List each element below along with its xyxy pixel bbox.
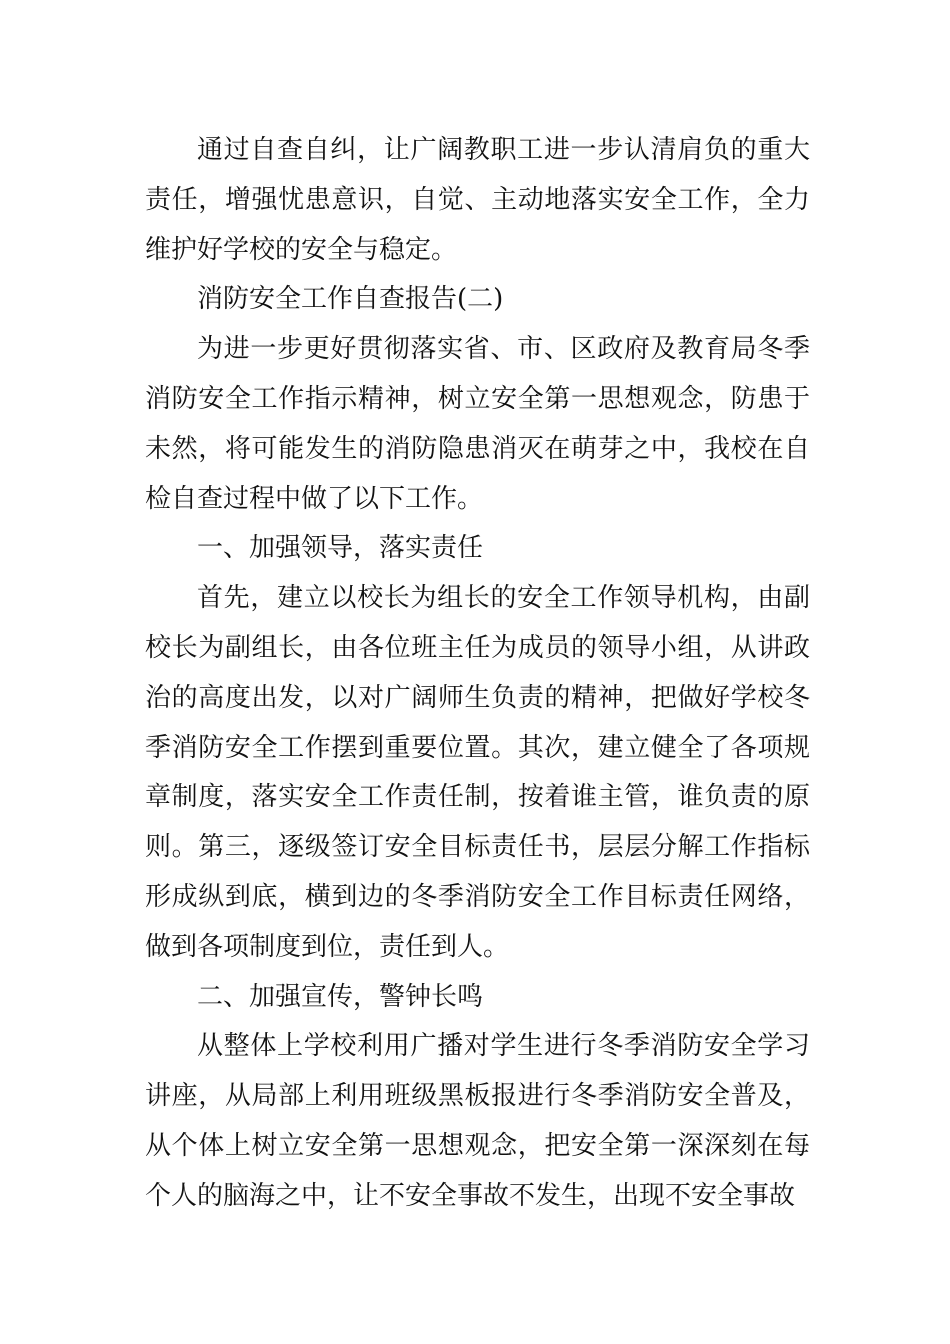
paragraph-self-check-summary: 通过自查自纠，让广阔教职工进一步认清肩负的重大责任，增强忧患意识，自觉、主动地落实安全工作，全力维护好学校的安全与稳定。 [145,135,810,265]
paragraph-introduction: 为进一步更好贯彻落实省、市、区政府及教育局冬季消防安全工作指示精神，树立安全第一思想观念，防患于未然，将可能发生的消防隐患消灭在萌芽之中，我校在自检自查过程中做了以下工作。 [145,334,810,514]
section-heading-publicity: 二、加强宣传，警钟长鸣 [197,981,484,1012]
paragraph-publicity: 从整体上学校利用广播对学生进行冬季消防安全学习讲座，从局部上利用班级黑板报进行冬季消防安全普及，从个体上树立安全第一思想观念，把安全第一深深刻在每个人的脑海之中，让不安全事故不发生，出现不安全事故 [145,1031,810,1211]
report-title: 消防安全工作自查报告(二) [197,284,504,315]
document-body [145,126,810,1222]
section-heading-leadership: 一、加强领导，落实责任 [197,533,484,564]
paragraph-leadership: 首先，建立以校长为组长的安全工作领导机构，由副校长为副组长，由各位班主任为成员的领导小组，从讲政治的高度出发，以对广阔师生负责的精神，把做好学校冬季消防安全工作摆到重要位置。其次，建立健全了各项规章制度，落实安全工作责任制，按着谁主管，谁负责的原则。第三，逐级签订安全目标责任书，层层分解工作指标形成纵到底，横到边的冬季消防安全工作目标责任网络，做到各项制度到位，责任到人。 [145,583,810,962]
